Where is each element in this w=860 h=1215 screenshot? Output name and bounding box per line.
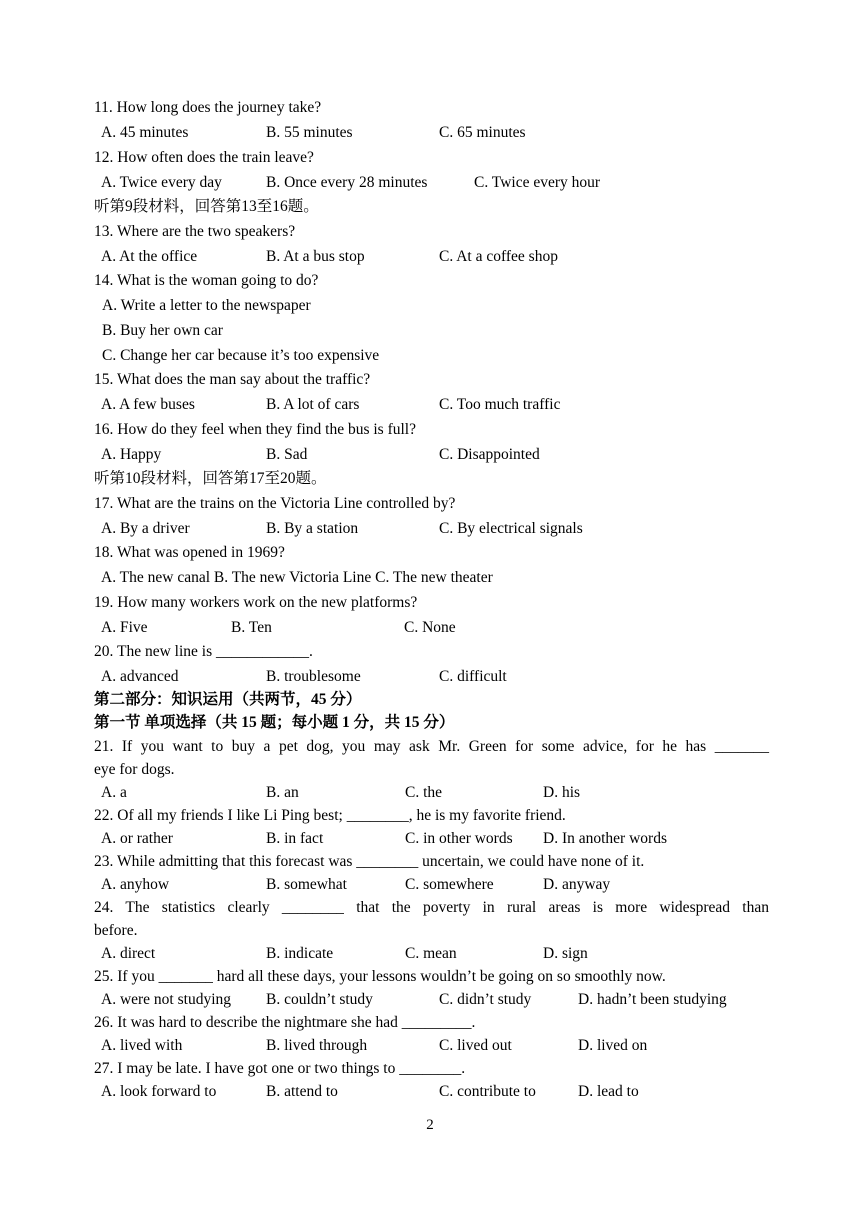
question-26: 26. It was hard to describe the nightmare she had _________.	[94, 1014, 476, 1031]
question-16: 16. How do they feel when they find the bus is full?	[94, 421, 416, 438]
option-b: B. attend to	[266, 1083, 338, 1100]
part-2-heading: 第二部分：知识运用（共两节，45 分）	[94, 691, 362, 708]
option-c: C. Disappointed	[439, 446, 540, 463]
option-14-c: C. Change her car because it’s too expensive	[102, 347, 380, 364]
option-c: C. difficult	[439, 668, 507, 685]
question-24: 24. The statistics clearly ________ that the poverty in rural areas is more widespread than	[94, 899, 769, 916]
option-a: A. By a driver	[101, 520, 190, 537]
question-25: 25. If you _______ hard all these days, your lessons wouldn’t be going on so smoothly now.	[94, 968, 666, 985]
option-c: C. Twice every hour	[474, 174, 601, 191]
option-b: B. At a bus stop	[266, 248, 365, 265]
option-b: B. an	[266, 784, 299, 801]
option-c: C. At a coffee shop	[439, 248, 558, 265]
option-c: C. lived out	[439, 1037, 512, 1054]
option-c: C. None	[404, 619, 456, 636]
option-b: B. somewhat	[266, 876, 347, 893]
option-d: D. sign	[543, 945, 588, 962]
question-24-cont: before.	[94, 922, 138, 939]
option-b: B. couldn’t study	[266, 991, 373, 1008]
question-21-cont: eye for dogs.	[94, 761, 175, 778]
option-a: A. 45 minutes	[101, 124, 189, 141]
section-1-heading: 第一节 单项选择（共 15 题；每小题 1 分，共 15 分）	[94, 714, 455, 731]
option-a: A. Happy	[101, 446, 162, 463]
section-10-instruction: 听第10段材料，回答第17至20题。	[94, 470, 327, 487]
option-a: A. anyhow	[101, 876, 170, 893]
question-22: 22. Of all my friends I like Li Ping best; ________, he is my favorite friend.	[94, 807, 566, 824]
option-14-a: A. Write a letter to the newspaper	[102, 297, 311, 314]
question-18: 18. What was opened in 1969?	[94, 544, 285, 561]
option-d: D. lived on	[578, 1037, 648, 1054]
page-number: 2	[426, 1117, 434, 1133]
question-23: 23. While admitting that this forecast was ________ uncertain, we could have none of it.	[94, 853, 645, 870]
option-b: B. troublesome	[266, 668, 361, 685]
option-a: A. Five	[101, 619, 148, 636]
option-b: B. indicate	[266, 945, 334, 962]
question-19: 19. How many workers work on the new platforms?	[94, 594, 418, 611]
option-a: A. a	[101, 784, 127, 801]
option-d: D. his	[543, 784, 581, 801]
option-b: B. Ten	[231, 619, 272, 636]
option-b: B. in fact	[266, 830, 324, 847]
option-a: A. direct	[101, 945, 156, 962]
option-c: C. contribute to	[439, 1083, 536, 1100]
option-d: D. anyway	[543, 876, 611, 893]
question-21: 21. If you want to buy a pet dog, you may ask Mr. Green for some advice, for he has _______	[94, 738, 769, 755]
question-15: 15. What does the man say about the traffic?	[94, 371, 371, 388]
question-20: 20. The new line is ____________.	[94, 643, 313, 660]
question-12: 12. How often does the train leave?	[94, 149, 314, 166]
option-a: A. advanced	[101, 668, 179, 685]
option-c: C. 65 minutes	[439, 124, 526, 141]
option-c: C. somewhere	[405, 876, 494, 893]
option-a: A. A few buses	[101, 396, 195, 413]
option-b: B. A lot of cars	[266, 396, 360, 413]
option-d: D. hadn’t been studying	[578, 991, 727, 1008]
option-a: A. look forward to	[101, 1083, 217, 1100]
question-14: 14. What is the woman going to do?	[94, 272, 319, 289]
option-b: B. Sad	[266, 446, 308, 463]
option-c: C. in other words	[405, 830, 513, 847]
question-11: 11. How long does the journey take?	[94, 99, 322, 116]
option-c: C. By electrical signals	[439, 520, 583, 537]
section-9-instruction: 听第9段材料，回答第13至16题。	[94, 198, 319, 215]
option-a: A. At the office	[101, 248, 198, 265]
option-a: A. or rather	[101, 830, 173, 847]
question-27: 27. I may be late. I have got one or two things to ________.	[94, 1060, 466, 1077]
option-b: B. lived through	[266, 1037, 368, 1054]
option-d: D. In another words	[543, 830, 667, 847]
question-17: 17. What are the trains on the Victoria Line controlled by?	[94, 495, 456, 512]
option-c: C. didn’t study	[439, 991, 532, 1008]
option-a: A. were not studying	[101, 991, 232, 1008]
question-13: 13. Where are the two speakers?	[94, 223, 296, 240]
option-14-b: B. Buy her own car	[102, 322, 223, 339]
option-d: D. lead to	[578, 1083, 639, 1100]
option-a: A. Twice every day	[101, 174, 222, 191]
option-c: C. mean	[405, 945, 457, 962]
option-b: B. Once every 28 minutes	[266, 174, 428, 191]
option-b: B. By a station	[266, 520, 359, 537]
option-a: A. lived with	[101, 1037, 183, 1054]
option-c: C. Too much traffic	[439, 396, 561, 413]
options-18: A. The new canal B. The new Victoria Line C. The new theater	[101, 569, 493, 586]
option-b: B. 55 minutes	[266, 124, 353, 141]
option-c: C. the	[405, 784, 443, 801]
